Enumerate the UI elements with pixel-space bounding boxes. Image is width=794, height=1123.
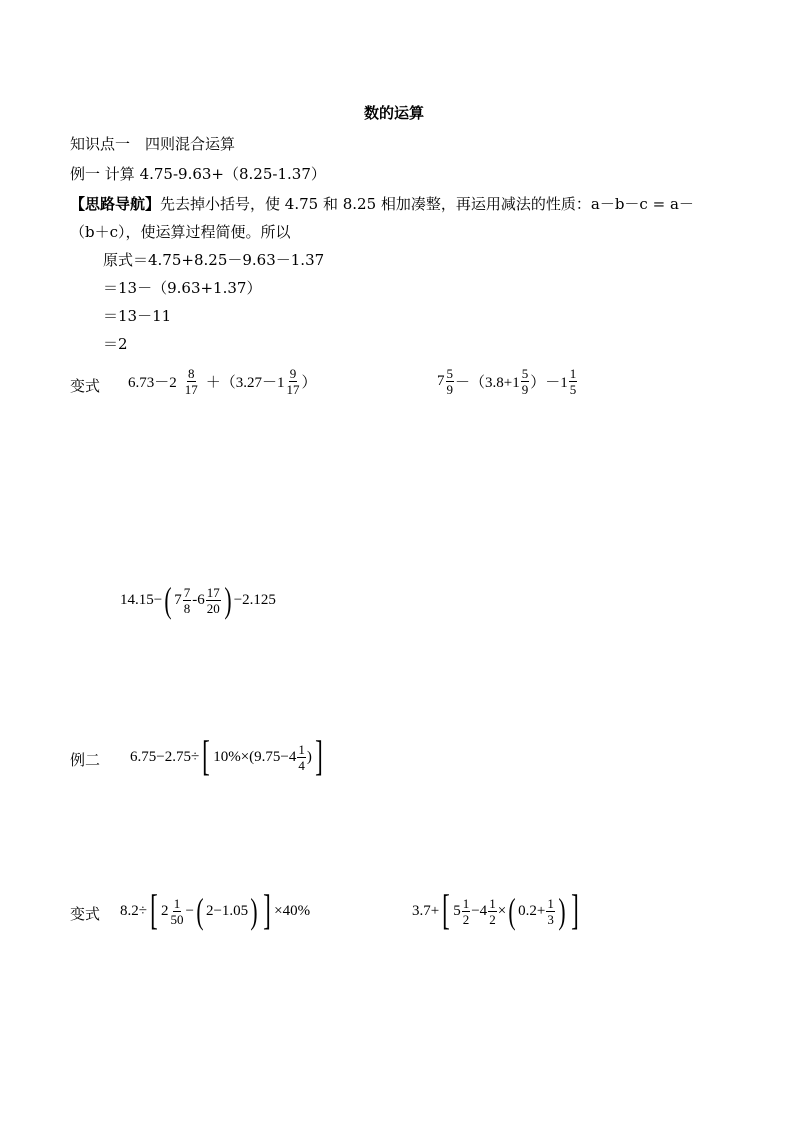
denominator: 50 [170,911,184,927]
variant2-expr-b [412,890,582,932]
expr-part: 5 [453,902,461,919]
numerator: 1 [298,741,305,757]
numerator: 5 [521,366,529,381]
expr-part: −4 [471,902,488,919]
denominator: 17 [286,382,300,397]
numerator: 1 [462,895,470,911]
denominator: 9 [521,382,529,397]
expr-part: 10%×(9.75−4 [213,748,297,765]
expr-part: 0.2+ [518,902,546,919]
denominator: 17 [184,382,198,397]
denominator: 8 [183,600,191,616]
fraction [169,896,184,927]
example2-expr [130,736,326,778]
fraction [446,366,455,397]
expr-part: ×40% [274,902,311,919]
expr-part: 8.2÷ [120,902,147,919]
example1-line [70,164,326,184]
numerator: 17 [206,584,220,600]
expr-part: 7 [174,591,182,608]
expr-part: 7 [437,373,445,389]
expr-part: 6.75−2.75÷ [130,748,200,765]
expr-part: − [185,902,194,919]
step-2: ＝13－（9.63+1.37） [103,279,262,297]
numerator: 9 [289,366,297,381]
variant1-expr-c [120,582,276,618]
variant2-expr-a [120,890,310,932]
denominator: 5 [569,382,577,397]
expr-part: −2.125 [233,591,276,608]
denominator: 4 [298,757,305,773]
section-heading: 知识点一 四则混合运算 [70,135,236,153]
hint-line-2: （b＋c），使运算过程简便。所以 [70,223,291,241]
fraction [462,896,471,927]
left-bracket: [ [150,888,158,934]
step-3: ＝13－11 [103,307,172,325]
right-paren: ) [250,891,258,931]
fraction [569,366,578,397]
right-bracket: ] [571,888,579,934]
numerator: 1 [173,895,181,911]
variant1-expr-b [437,366,578,397]
right-paren: ) [558,891,566,931]
left-paren: ( [196,891,204,931]
expr-part: -6 [192,591,205,608]
fraction [521,366,530,397]
numerator: 1 [569,366,577,381]
variant1-label: 变式 [70,377,101,395]
page-title: 数的运算 [364,104,425,122]
step-1: 原式＝4.75+8.25－9.63－1.37 [103,251,325,269]
expr-part: ) [306,748,312,765]
denominator: 2 [489,911,496,927]
variant1-expr-a [128,366,317,397]
expr-part: ） [301,375,317,391]
example2-label: 例二 [70,751,101,769]
numerator: 5 [446,366,453,381]
fraction [183,585,192,616]
left-paren: ( [164,580,172,620]
expr-part: 2−1.05 [205,902,249,919]
denominator: 9 [446,382,453,397]
numerator: 8 [188,366,195,381]
right-bracket: ] [263,888,272,934]
expr-part: 14.15− [120,591,163,608]
left-bracket: [ [442,888,451,934]
example1-label: 例一 [70,165,101,183]
expr-part: ）－1 [530,375,568,391]
variant2-label: 变式 [70,905,101,923]
right-bracket: ] [315,734,323,780]
example1-prompt: 计算 4.75-9.63+（8.25-1.37） [104,165,326,183]
denominator: 20 [206,600,220,616]
numerator: 7 [183,584,191,600]
expr-part: －（3.8+1 [455,375,520,391]
hint-text-1: 先去掉小括号，使 4.75 和 8.25 相加凑整，再运用减法的性质：a－b－c = a－ [160,195,694,213]
expr-part: 2 [160,902,169,919]
hint-tag: 【思路导航】 [70,195,161,213]
expr-part: 3.7+ [412,902,440,919]
right-paren: ) [224,580,232,620]
expr-part: × [497,902,507,919]
hint-line-1 [70,194,694,214]
left-paren: ( [508,891,516,931]
fraction [286,366,301,397]
expr-part: 6.73－2 [128,375,177,391]
fraction [297,742,306,773]
fraction [206,585,221,616]
numerator: 1 [489,895,496,911]
fraction [546,896,555,927]
left-bracket: [ [202,734,211,780]
denominator: 3 [547,911,554,927]
fraction [488,896,497,927]
step-4: ＝2 [103,335,128,353]
fraction [184,366,199,397]
denominator: 2 [462,911,470,927]
numerator: 1 [547,895,554,911]
expr-part: ＋（3.27－1 [205,375,285,391]
